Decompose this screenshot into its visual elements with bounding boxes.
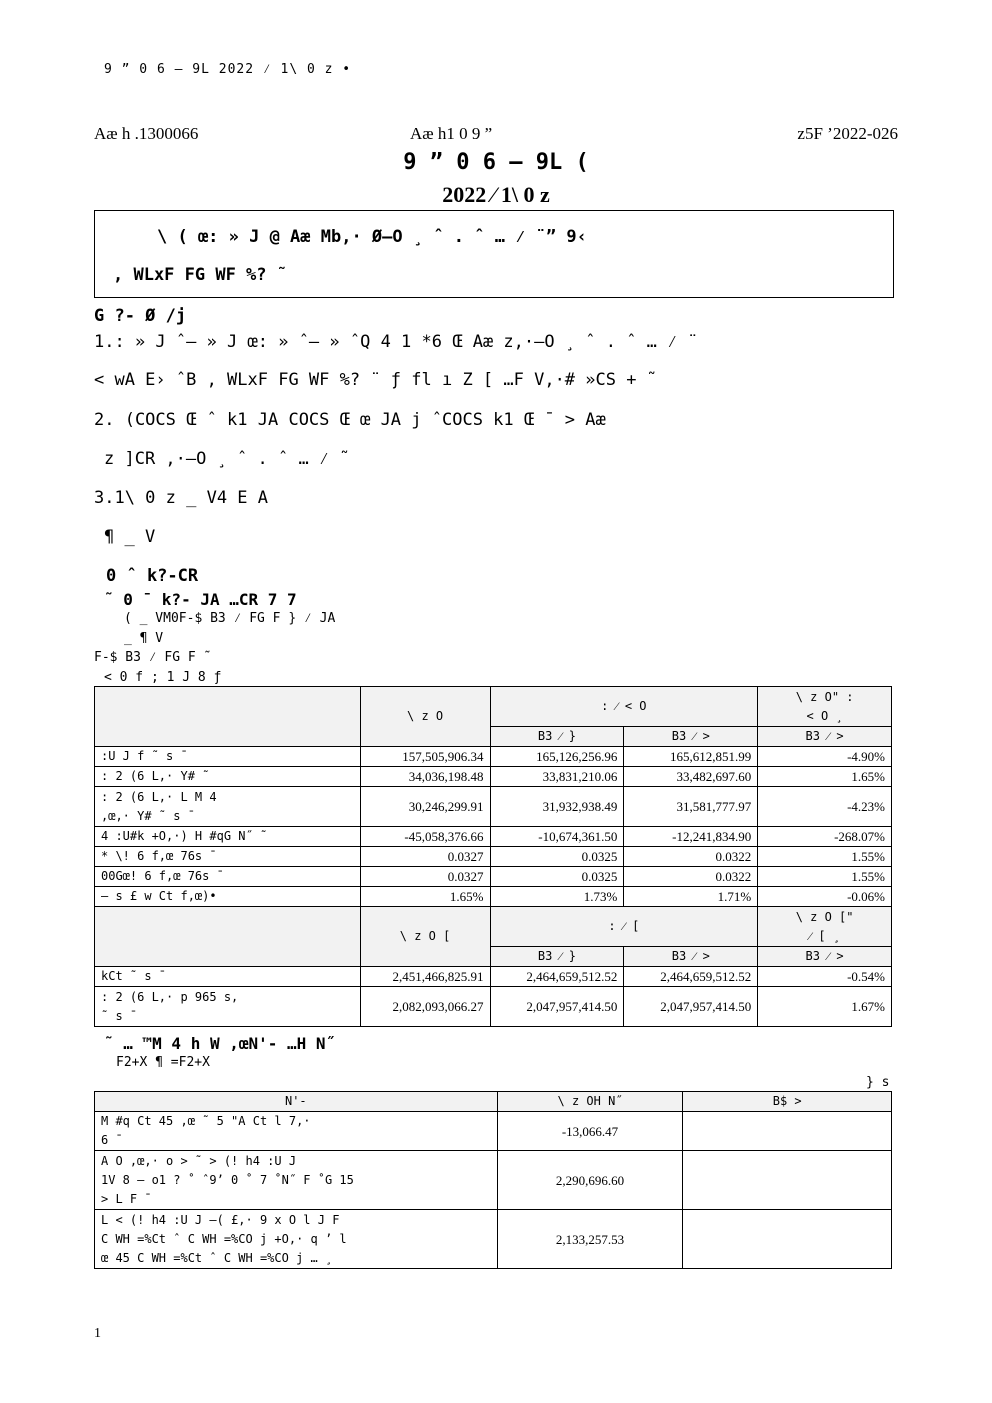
- table-row: [95, 867, 892, 887]
- header-item: [95, 687, 361, 747]
- row-value: -10,674,361.50: [490, 827, 624, 847]
- row-label-line1: A O ,œ,· o > ˜ > (! h4 :U J: [101, 1153, 297, 1168]
- table-row: [95, 787, 892, 827]
- table-row: [95, 967, 892, 987]
- announcement-number: z5F ’2022-026: [797, 124, 898, 143]
- header-change-2: [758, 907, 892, 947]
- header-change-line2: < O ¸: [806, 708, 843, 723]
- notice-line-1: \ ( œ: » J @ Aæ Mb,· Ø–O ¸ ˆ . ˆ … ⁄ ¨” 9‹: [157, 227, 587, 247]
- row-label-line1: M #q Ct 45 ,œ ˜ 5 "A Ct l 7,·: [101, 1114, 311, 1128]
- header-before: B3 ⁄ }: [490, 727, 624, 747]
- non-recurring-table: [94, 1091, 892, 1269]
- document-title: 9 ” 0 6 – 9L (: [403, 150, 589, 175]
- row-value: -13,066.47: [497, 1112, 683, 1151]
- row-note: [683, 1112, 892, 1151]
- row-change: 1.55%: [758, 847, 892, 867]
- row-label: kCt ˜ s ¯: [95, 967, 361, 987]
- row-value: 165,126,256.96: [490, 747, 624, 767]
- row-label-line1: : 2 (6 L,· L M 4: [101, 789, 217, 804]
- paragraph-3a: 3.1\ 0 z _ V4 E A: [94, 488, 268, 508]
- note-line-1: ( _ VM0F-$ B3 ⁄ FG F } ⁄ JA: [124, 611, 336, 626]
- row-change: -0.54%: [758, 967, 892, 987]
- header-prior-group-2: : ⁄ [: [490, 907, 758, 947]
- table-row: [95, 827, 892, 847]
- row-change: -4.23%: [758, 787, 892, 827]
- paragraph-2b: z ]CR ,·–O ¸ ˆ . ˆ … ⁄ ˜: [104, 449, 350, 469]
- row-label: [95, 987, 361, 1027]
- row-value: 0.0327: [360, 847, 490, 867]
- header-change-2-line2: ⁄ [ ¸: [809, 928, 841, 943]
- section-heading-financial: 0 ˆ k?-CR: [106, 566, 199, 586]
- row-value: -12,241,834.90: [624, 827, 758, 847]
- row-value: 2,464,659,512.52: [624, 967, 758, 987]
- row-value: 1.71%: [624, 887, 758, 907]
- row-change: -0.06%: [758, 887, 892, 907]
- row-note: [683, 1151, 892, 1210]
- header-current: \ z O: [360, 687, 490, 747]
- row-change: -4.90%: [758, 747, 892, 767]
- row-value: 0.0327: [360, 867, 490, 887]
- header-before-2: B3 ⁄ }: [490, 947, 624, 967]
- row-label: :U J f ˜ s ¯: [95, 747, 361, 767]
- table-row: [95, 887, 892, 907]
- financial-data-table: [94, 686, 892, 1027]
- row-value: 33,831,210.06: [490, 767, 624, 787]
- row-label-line2: ,œ,· Y# ˜ s ¯: [101, 808, 195, 823]
- row-label-line1: : 2 (6 L,· p 965 s,: [101, 989, 239, 1004]
- header-after: B3 ⁄ >: [624, 727, 758, 747]
- row-value: 2,047,957,414.50: [490, 987, 624, 1027]
- row-value: 0.0322: [624, 847, 758, 867]
- row-value: 34,036,198.48: [360, 767, 490, 787]
- table-row: [95, 847, 892, 867]
- header-change-2-line1: \ z O [": [795, 909, 854, 924]
- row-value: 0.0322: [624, 867, 758, 887]
- row-value: 1.73%: [490, 887, 624, 907]
- table-row: [95, 767, 892, 787]
- section-heading-important: G ?- Ø /j: [94, 306, 187, 326]
- row-change: 1.65%: [758, 767, 892, 787]
- row-label-line2: 6 ¯: [101, 1133, 123, 1147]
- row-label: 4 :U#k +O,·) H #qG N˝ ˜: [95, 827, 361, 847]
- row-label: [95, 1112, 498, 1151]
- paragraph-1a: 1.: » J ˆ– » J œ: » ˆ– » ˆQ 4 1 *6 Œ Aæ z,·–O ¸ ˆ . ˆ … ⁄ ¨: [94, 332, 698, 352]
- header-change-line1: \ z O" :: [795, 689, 854, 704]
- row-value: 157,505,906.34: [360, 747, 490, 767]
- note-line-4: < 0 f ; 1 J 8 ƒ: [104, 670, 222, 685]
- header-after-2: B3 ⁄ >: [624, 947, 758, 967]
- row-label: – s £ w Ct f,œ)•: [95, 887, 361, 907]
- row-value: 2,082,093,066.27: [360, 987, 490, 1027]
- running-header: 9 ” 0 6 – 9L 2022 ⁄ 1\ 0 z •: [104, 62, 352, 77]
- table-row: [95, 747, 892, 767]
- non-recurring-note: F2+X ¶ =F2+X: [116, 1055, 210, 1070]
- row-value: 1.65%: [360, 887, 490, 907]
- row-label: [95, 1151, 498, 1210]
- row-change: 1.67%: [758, 987, 892, 1027]
- paragraph-3b: ¶ _ V: [104, 527, 156, 547]
- row-label: [95, 1210, 498, 1269]
- row-label-line3: œ 45 C WH =%Ct ˆ C WH =%CO j … ¸: [101, 1250, 333, 1265]
- stock-code: Aæ h .1300066: [94, 124, 199, 143]
- note-line-3: F-$ B3 ⁄ FG F ˜: [94, 650, 212, 665]
- row-value: 33,482,697.60: [624, 767, 758, 787]
- header-after-change-2: B3 ⁄ >: [758, 947, 892, 967]
- row-value: 2,451,466,825.91: [360, 967, 490, 987]
- header-current-2: \ z O [: [360, 907, 490, 967]
- row-change: -268.07%: [758, 827, 892, 847]
- subheading-main-data: ˜ 0 ¯ k?- JA …CR 7 7: [104, 590, 297, 609]
- note-line-2: _ ¶ V: [124, 631, 164, 646]
- row-value: 165,612,851.99: [624, 747, 758, 767]
- table-row: [95, 1112, 892, 1151]
- table-row: [95, 1210, 892, 1269]
- unit-label: } s: [866, 1075, 890, 1090]
- row-label: [95, 787, 361, 827]
- row-label: : 2 (6 L,· Y# ˜: [95, 767, 361, 787]
- row-value: 31,581,777.97: [624, 787, 758, 827]
- header-item-2: [95, 907, 361, 967]
- header-change: [758, 687, 892, 727]
- row-label-line2: ˜ s ¯: [101, 1008, 138, 1023]
- header-prior-group: : ⁄ < O: [490, 687, 758, 727]
- stock-name: Aæ h1 0 9 ”: [410, 124, 493, 143]
- row-value: 0.0325: [490, 867, 624, 887]
- paragraph-2a: 2. (COCS Œ ˆ k1 JA COCS Œ œ JA j ˆCOCS k1 Œ ¯ > Aæ: [94, 410, 606, 430]
- row-value: 2,133,257.53: [497, 1210, 683, 1269]
- header-remarks: B$ >: [683, 1092, 892, 1112]
- header-item-name: N'-: [95, 1092, 498, 1112]
- row-label-line3: > L F ¯: [101, 1191, 152, 1206]
- header-after-change: B3 ⁄ >: [758, 727, 892, 747]
- table-row: [95, 1151, 892, 1210]
- row-value: 2,290,696.60: [497, 1151, 683, 1210]
- notice-line-2: , WLxF FG WF %? ˜: [113, 265, 287, 285]
- row-value: 0.0325: [490, 847, 624, 867]
- subheading-non-recurring: ˜ … ™M 4 h W ,œN'- …H N˝: [104, 1034, 336, 1053]
- row-value: 2,047,957,414.50: [624, 987, 758, 1027]
- page-number: 1: [94, 1326, 101, 1341]
- table-row: [95, 987, 892, 1027]
- row-label: 00Gœ! 6 f,œ 76s ¯: [95, 867, 361, 887]
- row-note: [683, 1210, 892, 1269]
- row-label-line1: L < (! h4 :U J –( £,· 9 x O l J F: [101, 1212, 340, 1227]
- row-label-line2: C WH =%Ct ˆ C WH =%CO j +O,· q ’ l: [101, 1231, 347, 1246]
- paragraph-1b: < wA E› ˆB , WLxF FG WF %? ¨ ƒ fl ı Z [ …F V,·# »CS + ˜: [94, 370, 657, 390]
- row-value: 2,464,659,512.52: [490, 967, 624, 987]
- row-label: * \! 6 f,œ 76s ¯: [95, 847, 361, 867]
- row-value: 30,246,299.91: [360, 787, 490, 827]
- row-change: 1.55%: [758, 867, 892, 887]
- document-subtitle: 2022 ⁄ 1\ 0 z: [442, 182, 550, 207]
- row-value: 31,932,938.49: [490, 787, 624, 827]
- row-label-line2: 1V 8 – o1 ? ˚ ˆ9’ 0 ˚ 7 ˚N˝ F ˚G 15: [101, 1172, 354, 1187]
- row-value: -45,058,376.66: [360, 827, 490, 847]
- notice-box: [94, 210, 894, 298]
- header-amount: \ z OH N˝: [497, 1092, 683, 1112]
